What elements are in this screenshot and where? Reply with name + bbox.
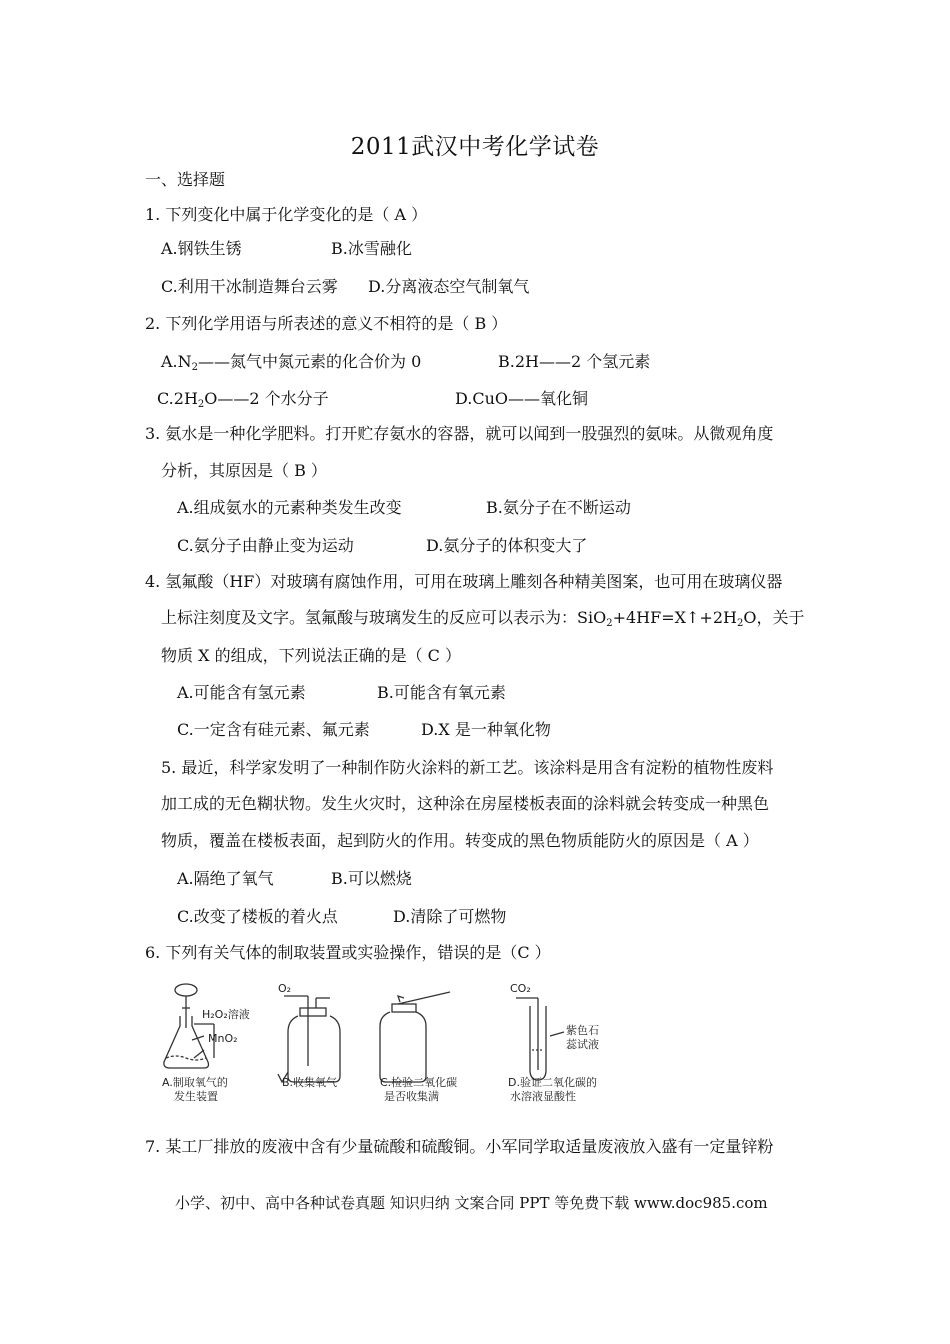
label-d-co2: CO₂ [510, 982, 531, 995]
q4-option-d: D.X 是一种氧化物 [421, 720, 551, 739]
q5-stem-line1: 5. 最近，科学家发明了一种制作防火涂料的新工艺。该涂料是用含有淀粉的植物性废料 [161, 758, 774, 777]
q5-option-c: C.改变了楼板的着火点 [177, 907, 338, 926]
q5-option-a: A.隔绝了氧气 [177, 869, 274, 888]
apparatus-b-bottle [278, 996, 340, 1082]
q4-option-a: A.可能含有氢元素 [177, 683, 306, 702]
q3-stem-line1: 3. 氨水是一种化学肥料。打开贮存氨水的容器，就可以闻到一股强烈的氨味。从微观角度 [145, 424, 774, 443]
caption-d-line2: 水溶液显酸性 [510, 1090, 576, 1103]
page-title: 2011武汉中考化学试卷 [350, 134, 600, 160]
q3-option-c: C.氨分子由静止变为运动 [177, 536, 354, 555]
q4-stem-line2: 上标注刻度及文字。氢氟酸与玻璃发生的反应可以表示为：$SiO_2+4HF=X↑+2H_2O$，关于 [161, 608, 805, 629]
q2-option-d: D.CuO——氧化铜 [455, 389, 589, 408]
q3-stem-line2: 分析，其原因是（ B ） [161, 461, 327, 480]
caption-b: B.收集氧气 [282, 1076, 338, 1089]
label-mno2: MnO₂ [208, 1032, 238, 1045]
q5-option-b: B.可以燃烧 [331, 869, 412, 888]
q5-option-d: D.清除了可燃物 [393, 907, 507, 926]
q2-stem: 2. 下列化学用语与所表述的意义不相符的是（ B ） [145, 314, 508, 333]
q2-option-b: B.2H——2 个氢元素 [498, 352, 651, 371]
q1-option-c: C.利用干冰制造舞台云雾 [161, 277, 338, 296]
q4-stem-line1: 4. 氢氟酸（HF）对玻璃有腐蚀作用，可用在玻璃上雕刻各种精美图案，也可用在玻璃仪器 [145, 572, 783, 591]
apparatus-c-bottle [380, 992, 450, 1082]
q1-option-b: B.冰雪融化 [331, 239, 412, 258]
q4-stem-line3: 物质 X 的组成，下列说法正确的是（ C ） [161, 646, 461, 665]
label-h2o2-solution: H₂O₂溶液 [202, 1008, 250, 1021]
label-litmus-line2: 蕊试液 [566, 1038, 599, 1051]
q3-option-a: A.组成氨水的元素种类发生改变 [177, 498, 402, 517]
caption-c-line2: 是否收集满 [384, 1090, 439, 1103]
q3-option-b: B.氨分子在不断运动 [486, 498, 631, 517]
q4-option-b: B.可能含有氧元素 [377, 683, 506, 702]
label-b-o2: O₂ [278, 982, 292, 995]
q1-option-a: A.钢铁生锈 [161, 239, 242, 258]
apparatus-svg [158, 978, 628, 1108]
section-heading: 一、选择题 [145, 170, 226, 189]
caption-a-line2: 发生装置 [174, 1090, 218, 1103]
q5-stem-line2: 加工成的无色糊状物。发生火灾时，这种涂在房屋楼板表面的涂料就会转变成一种黑色 [161, 794, 770, 813]
caption-c-line1: C.检验二氧化碳 [380, 1076, 458, 1089]
page-footer: 小学、初中、高中各种试卷真题 知识归纳 文案合同 PPT 等免费下载 www.doc985.com [175, 1194, 768, 1212]
caption-a-line1: A.制取氧气的 [162, 1076, 228, 1089]
q7-stem-line1: 7. 某工厂排放的废液中含有少量硫酸和硫酸铜。小军同学取适量废液放入盛有一定量锌粉 [145, 1137, 774, 1156]
q3-option-d: D.氨分子的体积变大了 [426, 536, 588, 555]
q2-option-a: $A.N_2——$氮气中氮元素的化合价为 0 [161, 352, 422, 373]
q4-option-c: C.一定含有硅元素、氟元素 [177, 720, 370, 739]
q6-stem: 6. 下列有关气体的制取装置或实验操作，错误的是（C ） [145, 943, 551, 962]
apparatus-a-flask [164, 984, 214, 1068]
q6-apparatus-figure [158, 978, 628, 1108]
caption-d-line1: D.验证二氧化碳的 [508, 1076, 597, 1089]
q1-option-d: D.分离液态空气制氧气 [368, 277, 530, 296]
q5-stem-line3: 物质，覆盖在楼板表面，起到防火的作用。转变成的黑色物质能防火的原因是（ A ） [161, 831, 759, 850]
q2-option-c: $C.2H_2O——2$ 个水分子 [157, 389, 329, 410]
q1-stem: 1. 下列变化中属于化学变化的是（ A ） [145, 205, 428, 224]
label-litmus-line1: 紫色石 [566, 1024, 599, 1037]
apparatus-d-tube [516, 998, 564, 1080]
